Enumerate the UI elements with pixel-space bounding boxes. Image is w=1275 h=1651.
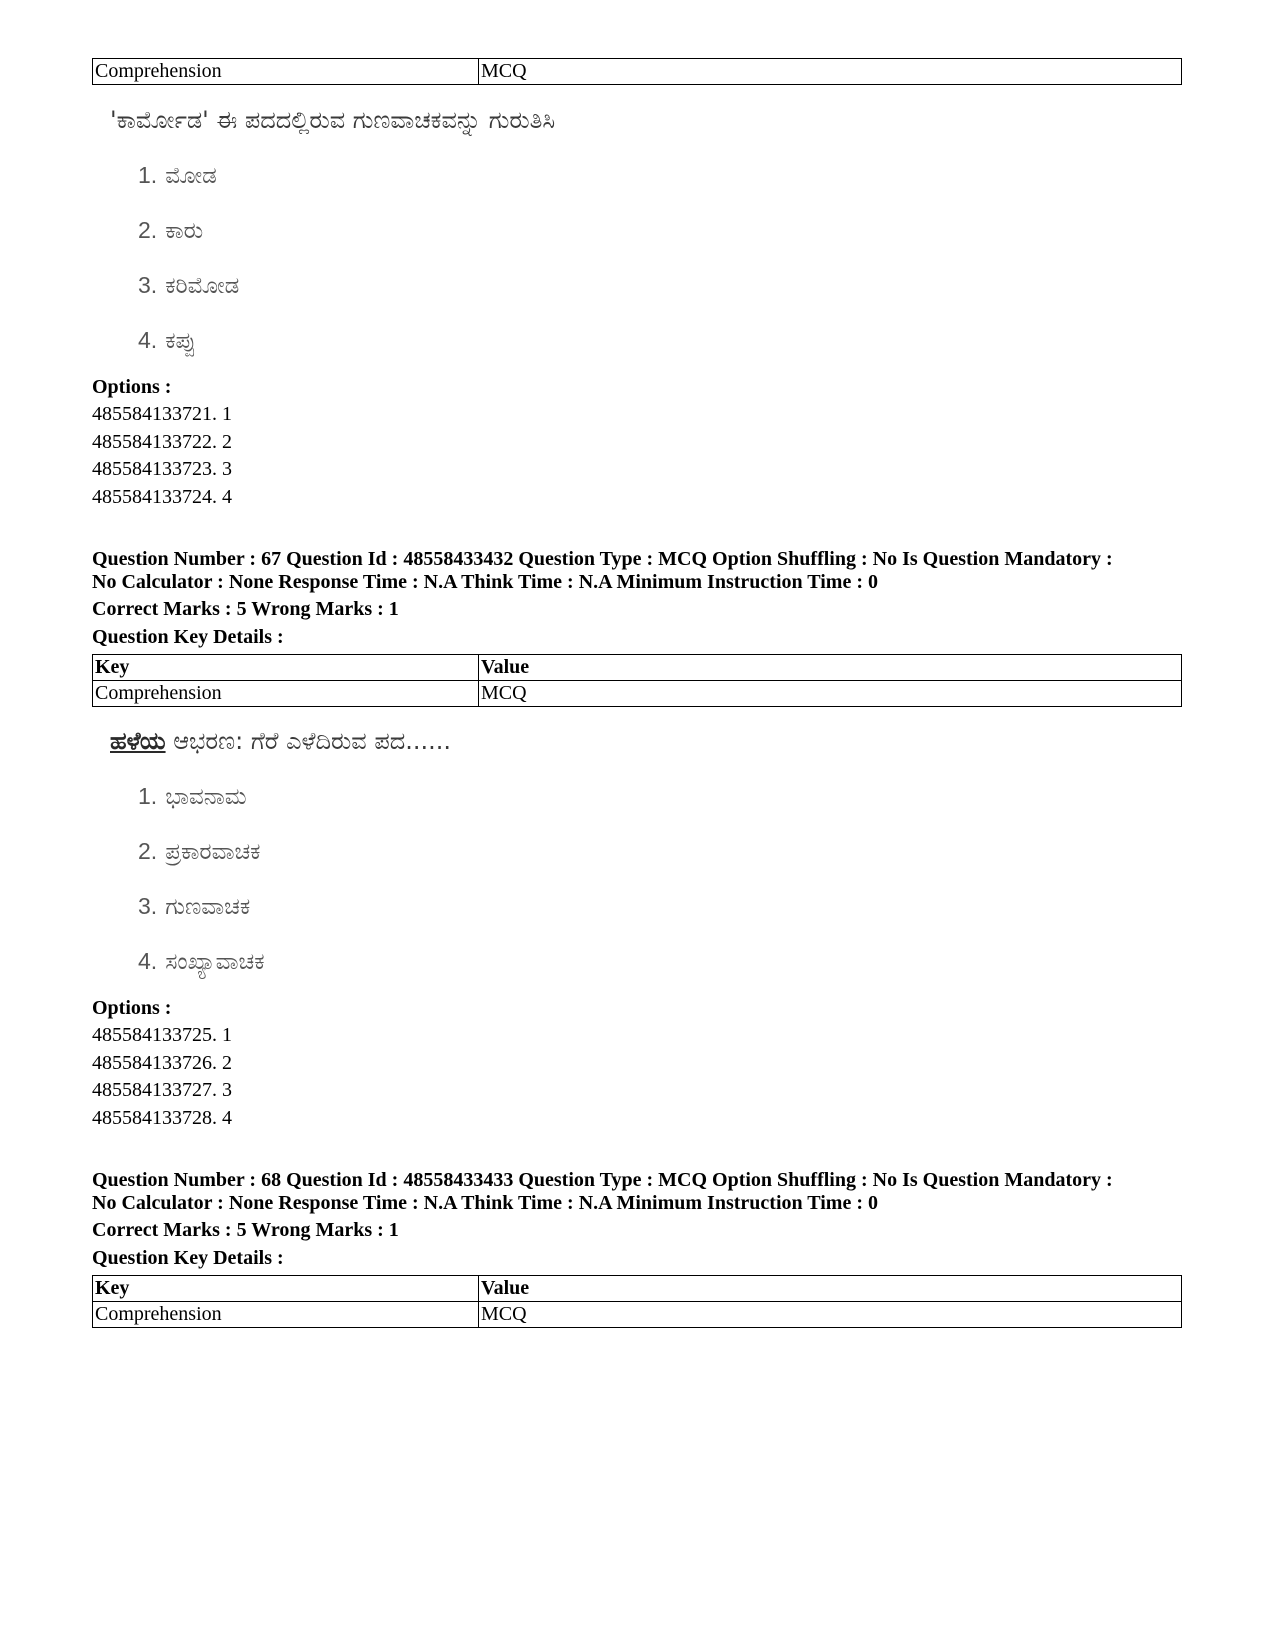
option-id-line: 485584133721. 1: [92, 403, 232, 425]
answer-choice: [138, 948, 265, 975]
table-header-key: Key: [93, 1276, 479, 1302]
question-key-table: [92, 654, 1182, 707]
question-meta-line: Question Number : 68 Question Id : 48558433433 Question Type : MCQ Option Shuffling : No Is Question Mandatory :: [92, 1169, 1113, 1191]
option-id-line: 485584133728. 4: [92, 1107, 232, 1129]
choice-number: 2.: [138, 217, 158, 243]
choice-number: 1.: [138, 162, 158, 188]
choice-number: 4.: [138, 327, 158, 353]
option-id-line: 485584133723. 3: [92, 458, 232, 480]
option-id-line: 485584133722. 2: [92, 431, 232, 453]
question-text: [110, 727, 451, 755]
table-row: [93, 59, 1182, 85]
table-cell-value: MCQ: [479, 59, 1182, 85]
choice-number: 3.: [138, 272, 158, 298]
table-header-key: Key: [93, 655, 479, 681]
choice-number: 3.: [138, 893, 158, 919]
table-header-row: [93, 655, 1182, 681]
question-key-table: [92, 58, 1182, 85]
answer-choice: [138, 893, 250, 920]
table-cell-value: MCQ: [479, 1302, 1182, 1328]
question-key-table: [92, 1275, 1182, 1328]
question-text-rest: ಆಭರಣ: ಗೆರೆ ಎಳೆದಿರುವ ಪದ......: [165, 727, 452, 755]
choice-text: ಮೋಡ: [165, 163, 217, 189]
answer-choice: [138, 217, 203, 244]
answer-choice: [138, 838, 261, 865]
key-details-heading: Question Key Details :: [92, 1247, 284, 1269]
question-meta-line: No Calculator : None Response Time : N.A Think Time : N.A Minimum Instruction Time : 0: [92, 1192, 878, 1214]
choice-text: ಸಂಖ್ಯಾವಾಚಕ: [165, 949, 265, 975]
marks-line: Correct Marks : 5 Wrong Marks : 1: [92, 1219, 399, 1241]
table-cell-key: Comprehension: [93, 681, 479, 707]
option-id-line: 485584133724. 4: [92, 486, 232, 508]
table-header-row: [93, 1276, 1182, 1302]
answer-choice: [138, 162, 217, 189]
table-header-value: Value: [479, 1276, 1182, 1302]
table-row: [93, 681, 1182, 707]
table-cell-value: MCQ: [479, 681, 1182, 707]
options-heading: Options :: [92, 376, 172, 398]
choice-text: ಭಾವನಾಮ: [165, 784, 247, 810]
key-details-heading: Question Key Details :: [92, 626, 284, 648]
choice-number: 2.: [138, 838, 158, 864]
underlined-word: ಹಳೆಯ: [110, 727, 166, 755]
choice-text: ಕಪ್ಪು: [165, 328, 197, 354]
choice-text: ಗುಣವಾಚಕ: [165, 894, 251, 920]
choice-text: ಪ್ರಕಾರವಾಚಕ: [165, 839, 261, 865]
question-meta-line: No Calculator : None Response Time : N.A Think Time : N.A Minimum Instruction Time : 0: [92, 571, 878, 593]
answer-choice: [138, 327, 196, 354]
choice-text: ಕಾರು: [165, 218, 204, 244]
question-meta: [92, 1169, 1202, 1215]
table-cell-key: Comprehension: [93, 1302, 479, 1328]
option-id-line: 485584133727. 3: [92, 1079, 232, 1101]
choice-number: 4.: [138, 948, 158, 974]
choice-number: 1.: [138, 783, 158, 809]
answer-choice: [138, 783, 247, 810]
option-id-line: 485584133725. 1: [92, 1024, 232, 1046]
marks-line: Correct Marks : 5 Wrong Marks : 1: [92, 598, 399, 620]
option-id-line: 485584133726. 2: [92, 1052, 232, 1074]
choice-text: ಕರಿಮೋಡ: [165, 273, 240, 299]
table-header-value: Value: [479, 655, 1182, 681]
question-text: 'ಕಾರ್ಮೋಡ' ಈ ಪದದಲ್ಲಿರುವ ಗುಣವಾಚಕವನ್ನು ಗುರುತಿಸಿ: [110, 106, 556, 134]
question-meta: [92, 548, 1202, 594]
question-meta-line: Question Number : 67 Question Id : 48558433432 Question Type : MCQ Option Shuffling : No Is Question Mandatory :: [92, 548, 1113, 570]
options-heading: Options :: [92, 997, 172, 1019]
table-cell-key: Comprehension: [93, 59, 479, 85]
answer-choice: [138, 272, 239, 299]
table-row: [93, 1302, 1182, 1328]
